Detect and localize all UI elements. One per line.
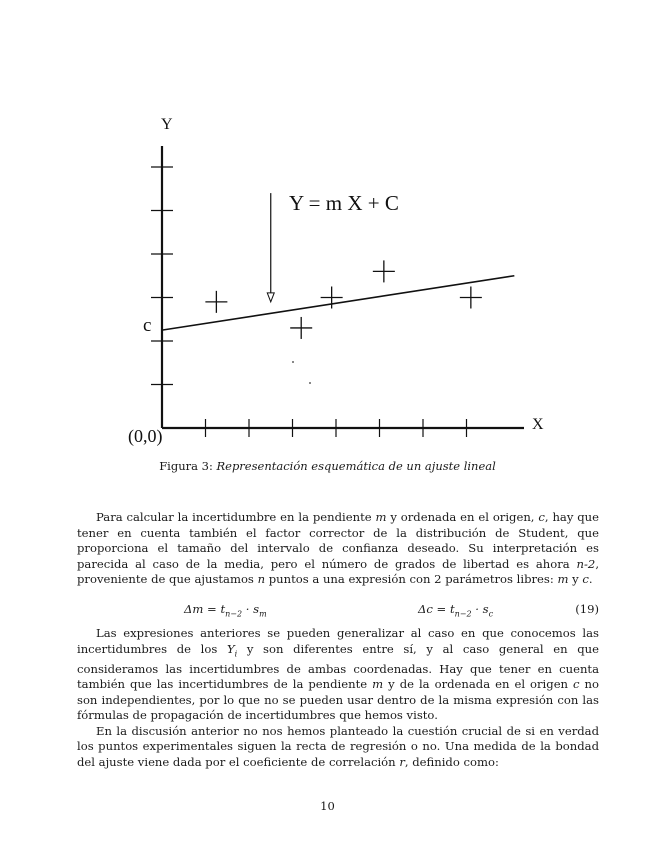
data-point-plus — [290, 317, 312, 339]
equation-19 — [77, 602, 599, 620]
paragraph-1 — [77, 510, 599, 588]
equation-delta-c — [418, 602, 493, 618]
eq-subscript: c — [488, 609, 494, 619]
eq-subscript: n−2 — [225, 609, 243, 619]
math-var: Y — [226, 641, 235, 656]
paragraph-2 — [77, 626, 599, 771]
text-run: y de la ordenada en el origen — [383, 677, 574, 692]
equation-label: Y = m X + C — [289, 191, 399, 215]
data-point-plus — [460, 287, 482, 309]
eq-text: Δc = t — [418, 602, 455, 616]
text-run: Para calcular la incertidumbre en la pendiente — [96, 510, 376, 524]
intercept-label: c — [143, 315, 152, 336]
eq-text: · s — [242, 602, 260, 616]
math-var: c — [538, 510, 545, 524]
eq-subscript: m — [259, 609, 267, 619]
data-point-plus — [205, 291, 227, 313]
stray-dot — [292, 361, 294, 363]
text-run: puntos a una expresión con 2 parámetros libres: — [265, 572, 558, 587]
caption-text: Representación esquemática de un ajuste lineal — [216, 459, 496, 473]
fit-line — [162, 276, 514, 330]
eq-subscript: n−2 — [454, 609, 472, 619]
equation-delta-m — [184, 602, 267, 618]
eq-text: Δm = t — [184, 602, 226, 616]
text-run: , hay que tener en cuenta también el factor corrector de la distribución de Student, que proporciona el tamaño del intervalo de confianza deseado. Su interpretación es parecida al caso de la media, pero el número de grados de libertad es ahora — [77, 510, 599, 571]
figure-caption — [0, 459, 655, 473]
math-var: m — [375, 510, 387, 524]
text-run: , proveniente de que ajustamos — [77, 556, 599, 587]
figure-axes — [162, 146, 524, 428]
text-run: . — [588, 572, 593, 587]
text-run: y — [568, 572, 583, 587]
text-run: Las expresiones anteriores se pueden generalizar al caso en que conocemos las incertidumbres de los — [77, 626, 599, 656]
arrow-head — [267, 293, 274, 302]
text-run: y son diferentes entre sí, y al caso general en que consideramos las incertidumbres de ambas coordenadas. Hay que tener en cuenta también que las incertidumbres de la pendiente — [77, 641, 599, 692]
math-var: n — [257, 572, 266, 587]
caption-label: Figura 3: — [159, 459, 213, 473]
text-run: En la discusión anterior no nos hemos planteado la cuestión crucial de si en verdad los puntos experimentales siguen la recta de regresión o no. Una medida de la bondad del ajuste viene dada por el coeficiente de correlación — [77, 723, 599, 770]
text-run: y ordenada en el origen, — [386, 510, 539, 524]
y-axis-label: Y — [161, 116, 173, 133]
origin-label: (0,0) — [128, 426, 163, 446]
text-run: no son independientes, por lo que no se pueden usar dentro de la misma expresión con las fórmulas de propagación de incertidumbres que hemos visto. — [77, 677, 599, 723]
x-axis-label: X — [532, 416, 544, 433]
math-var: m — [557, 572, 569, 587]
eq-text: · s — [471, 602, 489, 616]
page-number: 10 — [320, 799, 335, 813]
math-var: c — [573, 677, 580, 692]
math-var: m — [372, 677, 384, 692]
text-run: , definido como: — [404, 755, 499, 770]
math-subscript: i — [234, 648, 238, 658]
math-var: c — [582, 572, 589, 587]
stray-dots — [292, 361, 311, 384]
stray-dot — [309, 382, 311, 384]
data-point-plus — [373, 260, 395, 282]
arrow-pointer — [267, 193, 274, 302]
equation-number: (19) — [575, 602, 599, 616]
math-var: r — [399, 755, 405, 770]
data-points — [205, 260, 481, 339]
math-var: n-2 — [576, 556, 596, 571]
